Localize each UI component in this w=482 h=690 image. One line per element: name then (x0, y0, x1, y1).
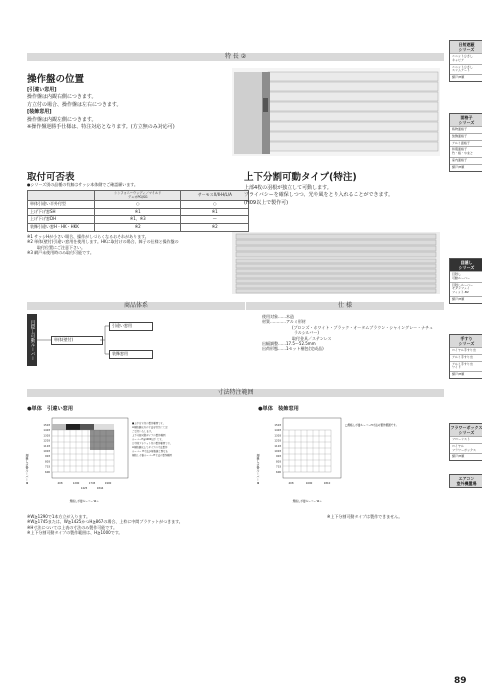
sidebar-item[interactable]: 目隠し 可動ルーバー (450, 271, 482, 282)
range-y-tick: 733 (276, 465, 281, 469)
sidebar-item[interactable]: 室内面格子 (450, 157, 482, 164)
spec-line: 使用対象……木造 (262, 314, 294, 319)
range-left-legend: ※規格値以外の寸法を特注にてお (132, 426, 168, 429)
availability-note-1: ※1 サッシHが小さい場合、操作がしづらくなるおそれがあります。 (27, 234, 149, 239)
range-left-x-label: 規格しポ掛ルーバー W→ (69, 500, 99, 503)
position-section (27, 71, 232, 131)
sidebar-item[interactable]: 網戸/H順 (450, 164, 482, 171)
product-vertical-label: 目隠し可動ルーバー (27, 314, 37, 366)
range-x-tick: 1425 (80, 487, 88, 490)
products-band-title: 商品体系 (123, 302, 148, 309)
position-title: 操作盤の位置 (27, 74, 85, 85)
range-left-legend: ルーバーH≧1000以下 です。 (132, 438, 164, 441)
range-y-tick: 803 (276, 460, 281, 464)
table-cell: ○ (95, 201, 181, 209)
availability-table (27, 190, 249, 232)
range-y-tick: 1303 (274, 434, 281, 438)
table-cell-label: 上げ下げ窓DH (28, 216, 95, 224)
sidebar-item[interactable]: 目隠しルーバー モダンフェイ フィット-B2 (450, 282, 482, 296)
sidebar-item[interactable]: 網戸/H順 (450, 371, 482, 378)
section-band-features (27, 53, 444, 61)
table-cell: ※1 (95, 208, 181, 216)
range-y-axis-label: 規格しポ掛ルーバー H (25, 454, 29, 485)
sidebar-section[interactable] (449, 40, 482, 82)
range-y-tick: 803 (45, 460, 50, 464)
sidebar-section[interactable] (449, 113, 482, 172)
table-cell-label: 装飾引違い窓H・HK・HKK (28, 223, 95, 231)
sidebar-item[interactable]: 装飾面格子 (450, 133, 482, 140)
sidebar-section[interactable] (449, 474, 482, 488)
spec-line: 材質…………アルミ形材 (262, 319, 306, 325)
table-row (28, 223, 249, 231)
louver-closeup-photo (232, 68, 440, 156)
sidebar-item[interactable]: アルミ手すり出 ワイド (450, 361, 482, 372)
range-chart-left (24, 414, 238, 506)
range-left-legend: ※規格値以上でタイプの寸法製作 (132, 446, 168, 449)
range-right-title: ●単体 装飾窓用 (258, 406, 299, 412)
range-note-right: ※上下分割可動タイプは製作できません。 (327, 514, 403, 519)
sidebar-section-head[interactable]: 日射遮蔽 シリーズ (450, 41, 482, 53)
sidebar-section-head[interactable]: 目隠し シリーズ (450, 259, 482, 271)
spec-line: 出荷形態……1セット梱包(完成品) (262, 346, 324, 352)
spec-line: ラルシルバー) (294, 330, 319, 336)
range-left-title: ●単体 引違い窓用 (27, 406, 74, 412)
range-band-title: 寸法特注範囲 (217, 389, 254, 396)
range-y-axis-label: 規格しポ掛ルーバー H (256, 454, 260, 485)
table-cell: ※1、※3 (95, 216, 181, 224)
sidebar-section[interactable] (449, 334, 482, 379)
table-header-col2: サーモスX/Ⅱ-H/L/A (181, 191, 249, 201)
product-item-decorative: 装飾窓用 (109, 350, 153, 359)
range-left-grid (52, 424, 114, 472)
range-x-tick: 1745 (88, 482, 96, 485)
range-y-tick: 903 (45, 455, 50, 459)
sidebar-item[interactable]: ユニットひさし キャビア (450, 53, 482, 64)
table-cell: ※2 (181, 223, 249, 231)
range-x-tick: 408 (57, 482, 63, 485)
sidebar-section[interactable] (449, 423, 482, 461)
availability-note-2b: 取付位置にご注意下さい。 (37, 244, 85, 250)
range-y-tick: 600 (45, 470, 50, 474)
availability-note: ●シリーズ別の品種の有無はサッシ本体側でご確認願います。 (27, 182, 138, 187)
range-note: ※W≧1290で1本方立が入ります。 (27, 514, 91, 519)
range-y-tick: 1203 (274, 439, 281, 443)
section-band-products (27, 302, 245, 310)
split-title: 上下分割可動タイプ(特注) (244, 172, 357, 183)
table-corner (28, 191, 95, 201)
range-x-tick: 408 (288, 482, 294, 485)
table-header-col1: シンフォニーウッディ／マイルド デュオPG/SG (95, 191, 181, 201)
range-left-legend: ご受付いたします。 (132, 430, 154, 433)
range-y-tick: 733 (45, 465, 50, 469)
section-band-specs (246, 302, 444, 310)
range-y-tick: 903 (276, 455, 281, 459)
range-right-x-label: 規格しポ掛ルーバー W→ (292, 500, 322, 503)
range-y-tick: 1503 (43, 424, 50, 427)
page-number: 89 (454, 676, 467, 686)
range-left-legend: ルーバー H寸法が規格値と異なる (132, 450, 168, 453)
spec-line: 取付金具／ステンレス (292, 335, 332, 341)
section-band-range (27, 389, 444, 397)
range-left-legend: ■上中方立付の製作範囲です。 (132, 422, 166, 425)
louver-split-photo (232, 232, 440, 294)
product-item-sliding: 引違い窓用 (109, 322, 153, 331)
sidebar-section-head[interactable]: フラワーボックス シリーズ (450, 425, 482, 435)
sidebar-item[interactable]: ユニットひさし スリムアート (450, 64, 482, 75)
sidebar-section-head[interactable]: エアコン 室外機置場 (450, 475, 482, 487)
range-x-tick: 1690 (305, 482, 313, 485)
range-y-tick: 1003 (274, 450, 281, 453)
availability-note-2: ※2 単体(壁付)引違い窓用を使用します。HKに取付けの場合、障子の仕様と操作盤の (27, 239, 179, 245)
range-left-legend: 上下分割可動タイプの製作範囲 (132, 434, 166, 437)
range-x-tick: 1844 (96, 487, 104, 490)
range-note: ※上下分割可動タイプの製作範囲は、H≧1000です。 (27, 530, 123, 536)
position-sub2: [装飾窓用] (27, 109, 52, 116)
table-row (28, 208, 249, 216)
sidebar-item[interactable]: フローリスト (450, 436, 482, 443)
table-cell: ○ (181, 201, 249, 209)
sidebar-item[interactable]: 和風面格子 竹・格・やまと (450, 146, 482, 157)
specs-band-title: 仕 様 (338, 302, 352, 309)
position-line: ※操作盤逆勝手仕様は、特注対応となります。(方立無のみ対応可) (27, 124, 175, 131)
sidebar-section-head[interactable]: 手すり シリーズ (450, 335, 482, 347)
range-y-tick: 1103 (43, 444, 50, 448)
split-type-section (244, 169, 444, 207)
split-line: 上部4枚の羽根が独立して可動します。 (244, 185, 332, 191)
range-notes (27, 514, 327, 536)
range-y-tick: 600 (276, 470, 281, 474)
table-cell: ※2 (95, 223, 181, 231)
range-x-tick: 1290 (72, 482, 80, 485)
range-right-grid (283, 430, 331, 472)
section-band-title: 特 長 ② (224, 53, 247, 60)
range-y-tick: 1103 (274, 444, 281, 448)
range-note: ※W≧1745または、W≧1425かつH≧867の場合、上枠に中間ブラケットがつきます。 (27, 519, 183, 525)
table-row (28, 216, 249, 224)
spec-line: (ブロンズ・ホワイト・ブラック・オータムブラウン・シャイングレー・ナチュ (292, 324, 433, 330)
position-line: 操作盤は内観右側につきます。 (27, 94, 97, 101)
range-left-legend: 規格しポ掛ルーバーH寸法の製作範囲 (132, 454, 172, 457)
sidebar-item[interactable]: 鋳物面格子 (450, 126, 482, 133)
split-line: プライバシーを確保しつつ、光や風をとり入れることができます。 (244, 192, 394, 199)
range-y-tick: 1403 (274, 429, 281, 433)
range-y-tick: 1303 (43, 434, 50, 438)
sidebar-item[interactable]: 網戸/H順 (450, 453, 482, 460)
specs-list (262, 314, 442, 352)
sidebar-item[interactable]: 網戸/H順 (450, 296, 482, 303)
range-y-tick: 1403 (43, 429, 50, 433)
sidebar-section[interactable] (449, 258, 482, 304)
sidebar-item[interactable]: アルミ手すり出 (450, 354, 482, 361)
range-right-legend: □規格しポ掛ルーバーH寸法の製作範囲です。 (345, 424, 399, 427)
range-chart-right (255, 414, 445, 506)
product-mid-box: 単体(壁付) (51, 336, 103, 345)
table-cell-label: 単体引違い半外付型 (28, 201, 95, 209)
availability-note-3: ※3 網戸未使用時のみ取付可能です。 (27, 250, 94, 256)
split-line: (H09以上で製作可) (244, 199, 289, 206)
range-x-tick: 1900 (104, 482, 112, 485)
range-x-tick: 1810 (323, 482, 331, 485)
sidebar-item[interactable]: ロイヤル手すり出 (450, 347, 482, 354)
sidebar-item[interactable]: アルミ面格子 (450, 140, 482, 147)
sidebar-section-head[interactable]: 面格子 シリーズ (450, 114, 482, 126)
sidebar-item[interactable]: 網戸/H順 (450, 74, 482, 81)
table-cell: — (181, 216, 249, 224)
position-line: 方立付の場合、操作盤は左右につきます。 (27, 101, 122, 108)
table-cell-label: 上げ下げ窓SH (28, 208, 95, 216)
table-cell: ※1 (181, 208, 249, 216)
spec-line: 出幅調整……17.5～52.5mm (262, 341, 316, 347)
sidebar-item[interactable]: ロイヤル フラワーボックス (450, 443, 482, 454)
range-y-tick: 1203 (43, 439, 50, 443)
position-sub1: [引違い窓用] (27, 87, 57, 93)
table-row (28, 201, 249, 209)
availability-title: 取付可否表 (27, 172, 75, 183)
range-y-tick: 1003 (43, 450, 50, 453)
range-left-legend: □中間ブラケット付の製作範囲です。 (132, 442, 173, 445)
range-note: ※H寸法については上表の寸法のみ製作可能です。 (27, 524, 117, 530)
position-line: 操作盤は内観左側につきます。 (27, 116, 97, 123)
availability-notes (27, 234, 252, 256)
range-y-tick: 1503 (274, 424, 281, 427)
